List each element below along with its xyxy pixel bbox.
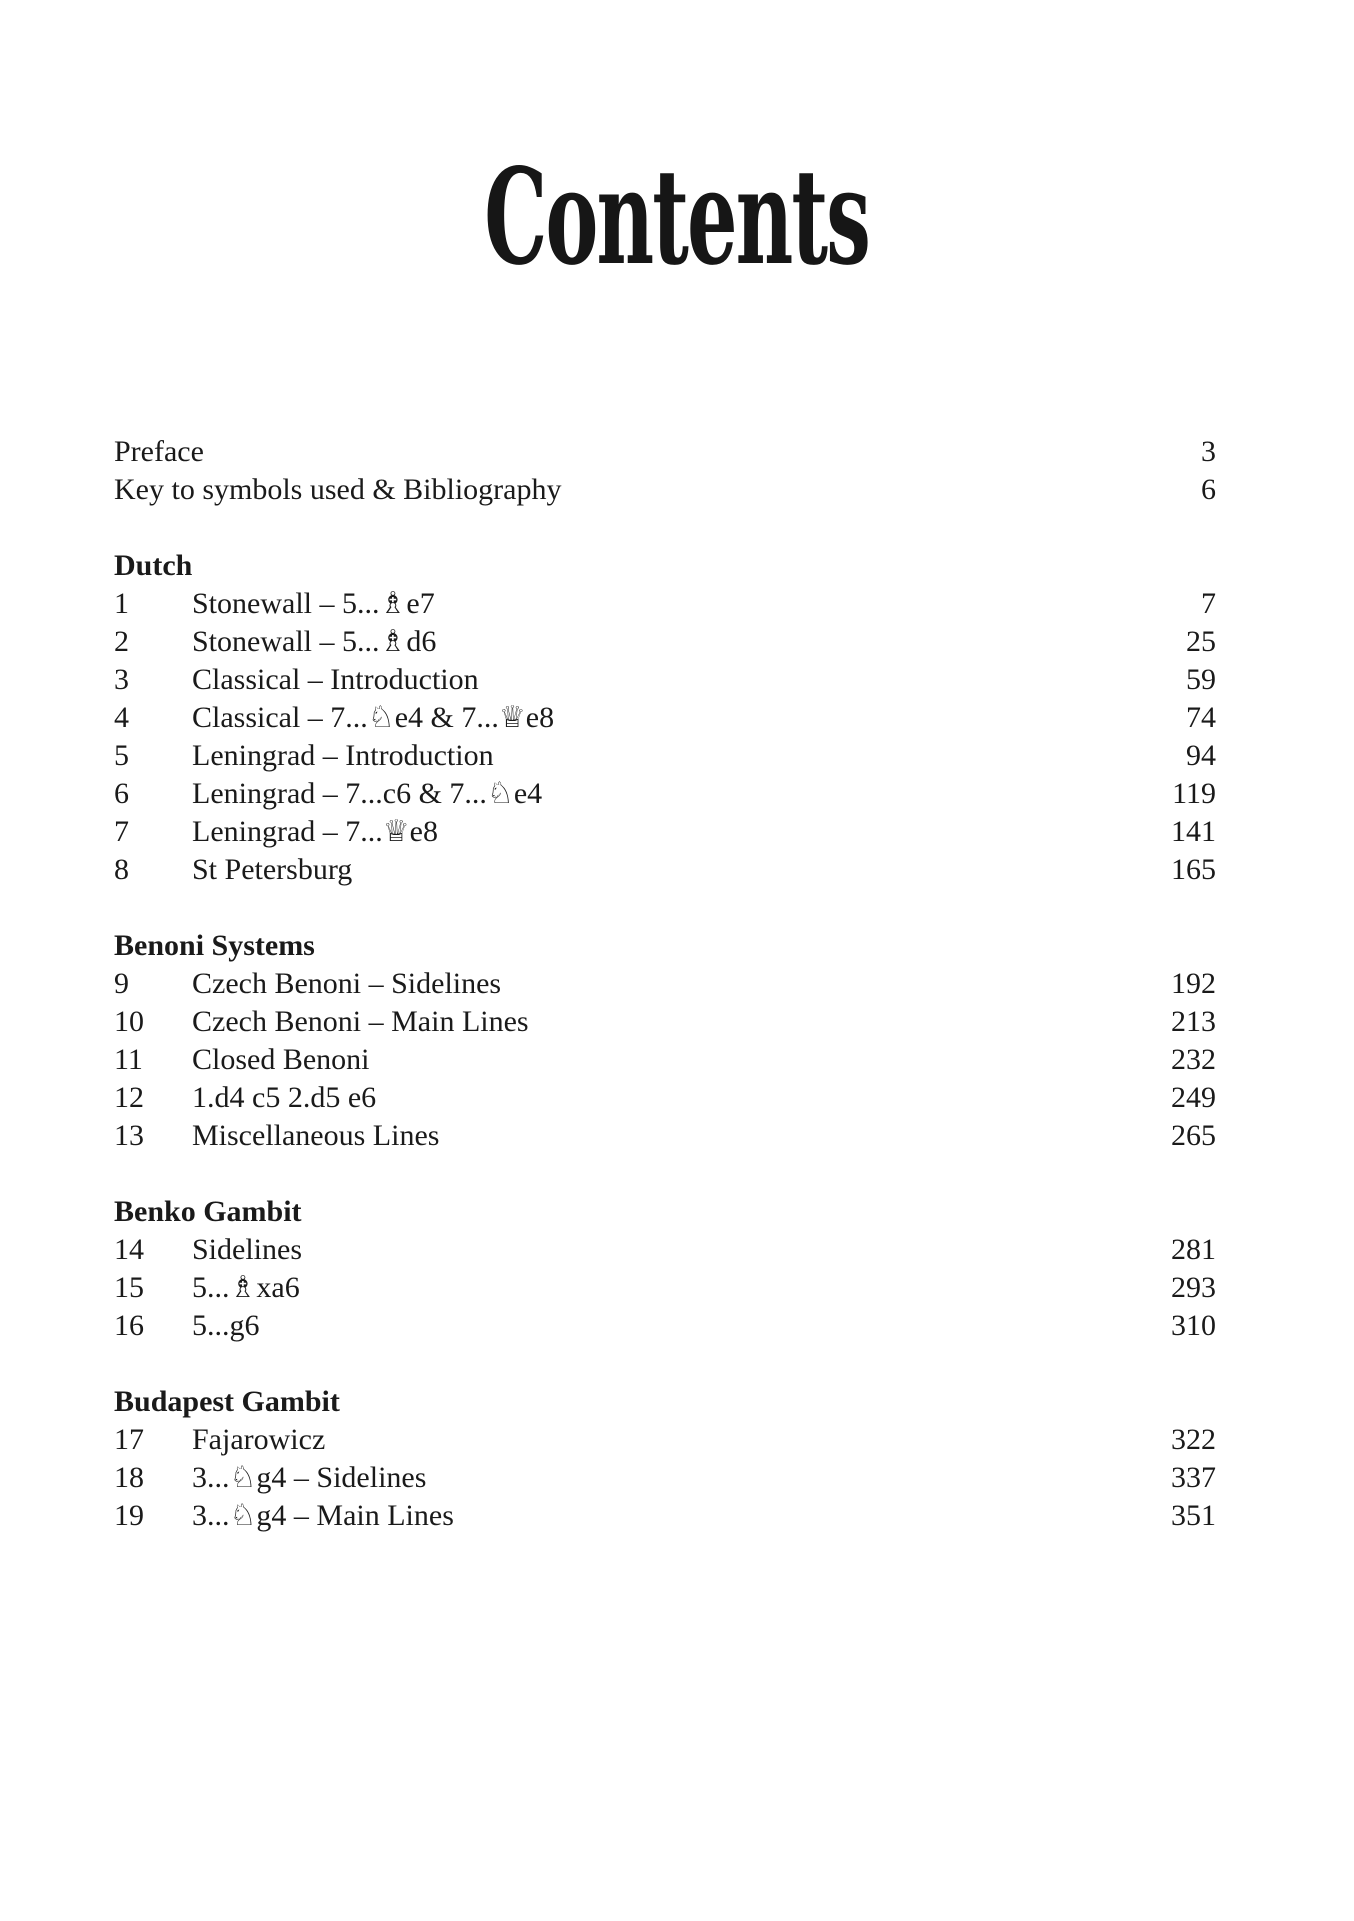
chapter-page-number: 213: [1171, 1005, 1216, 1038]
chapter-title: Classical – 7...♘e4 & 7...♕e8: [192, 701, 555, 734]
chapter-number: 3: [114, 663, 129, 696]
chapter-number: 1: [114, 587, 129, 620]
chapter-title: Czech Benoni – Main Lines: [192, 1005, 529, 1038]
toc-section: [114, 1193, 1216, 1345]
chapter-row: [114, 1041, 1216, 1079]
chapter-number: 7: [114, 815, 129, 848]
chapter-number: 17: [114, 1423, 144, 1456]
chapter-row: [114, 965, 1216, 1003]
chapter-title: Leningrad – 7...c6 & 7...♘e4: [192, 777, 543, 810]
toc-entry-label: Preface: [114, 435, 204, 468]
chapter-row: [114, 1117, 1216, 1155]
chapter-number: 15: [114, 1271, 144, 1304]
chapter-row: [114, 1459, 1216, 1497]
section-heading: Benko Gambit: [114, 1195, 302, 1228]
front-matter-row: [114, 433, 1216, 471]
toc-page-number: 3: [1201, 435, 1216, 468]
chapter-row: [114, 1231, 1216, 1269]
chapter-title: Fajarowicz: [192, 1423, 326, 1456]
chapter-page-number: 322: [1171, 1423, 1216, 1456]
chapter-title: Classical – Introduction: [192, 663, 479, 696]
chapter-page-number: 119: [1172, 777, 1216, 810]
toc-entry-label: Key to symbols used & Bibliography: [114, 473, 562, 506]
chapter-page-number: 265: [1171, 1119, 1216, 1152]
chapter-number: 10: [114, 1005, 144, 1038]
chapter-title: Miscellaneous Lines: [192, 1119, 440, 1152]
chapter-page-number: 281: [1171, 1233, 1216, 1266]
chapter-row: [114, 737, 1216, 775]
chapter-title: St Petersburg: [192, 853, 353, 886]
chapter-title: Leningrad – 7...♕e8: [192, 815, 438, 848]
chapter-number: 11: [114, 1043, 143, 1076]
chapter-page-number: 141: [1171, 815, 1216, 848]
chapter-row: [114, 1269, 1216, 1307]
chapter-page-number: 192: [1171, 967, 1216, 1000]
chapter-row: [114, 813, 1216, 851]
chapter-row: [114, 1307, 1216, 1345]
chapter-title: Stonewall – 5...♗d6: [192, 625, 437, 658]
chapter-page-number: 94: [1186, 739, 1216, 772]
chapter-row: [114, 851, 1216, 889]
chapter-number: 12: [114, 1081, 144, 1114]
chapter-title: Stonewall – 5...♗e7: [192, 587, 435, 620]
chapter-number: 19: [114, 1499, 144, 1532]
chapter-number: 4: [114, 701, 129, 734]
chapter-page-number: 232: [1171, 1043, 1216, 1076]
chapter-row: [114, 1079, 1216, 1117]
chapter-row: [114, 699, 1216, 737]
chapter-page-number: 293: [1171, 1271, 1216, 1304]
chapter-number: 16: [114, 1309, 144, 1342]
chapter-page-number: 7: [1201, 587, 1216, 620]
chapter-number: 18: [114, 1461, 144, 1494]
chapter-row: [114, 1003, 1216, 1041]
chapter-title: Czech Benoni – Sidelines: [192, 967, 502, 1000]
chapter-page-number: 337: [1171, 1461, 1216, 1494]
chapter-title: 3...♘g4 – Main Lines: [192, 1499, 454, 1532]
chapter-number: 13: [114, 1119, 144, 1152]
chapter-page-number: 310: [1171, 1309, 1216, 1342]
chapter-title: Leningrad – Introduction: [192, 739, 494, 772]
chapter-title: 3...♘g4 – Sidelines: [192, 1461, 427, 1494]
section-heading: Dutch: [114, 549, 193, 582]
chapter-page-number: 351: [1171, 1499, 1216, 1532]
chapter-title: 1.d4 c5 2.d5 e6: [192, 1081, 377, 1114]
chapter-title: Sidelines: [192, 1233, 302, 1266]
chapter-row: [114, 1421, 1216, 1459]
toc-section: [114, 1383, 1216, 1535]
chapter-row: [114, 1497, 1216, 1535]
chapter-number: 9: [114, 967, 129, 1000]
chapter-number: 14: [114, 1233, 144, 1266]
chapter-title: 5...♗xa6: [192, 1271, 300, 1304]
chapter-row: [114, 661, 1216, 699]
chapter-row: [114, 623, 1216, 661]
chapter-row: [114, 775, 1216, 813]
table-of-contents: [114, 433, 1216, 1535]
page-title-text: Contents: [484, 140, 870, 295]
chapter-title: Closed Benoni: [192, 1043, 370, 1076]
front-matter-row: [114, 471, 1216, 509]
chapter-number: 5: [114, 739, 129, 772]
chapter-title: 5...g6: [192, 1309, 260, 1342]
chapter-page-number: 165: [1171, 853, 1216, 886]
section-heading: Benoni Systems: [114, 929, 315, 962]
chapter-number: 6: [114, 777, 129, 810]
chapter-number: 8: [114, 853, 129, 886]
chapter-page-number: 249: [1171, 1081, 1216, 1114]
section-heading: Budapest Gambit: [114, 1385, 340, 1418]
chapter-page-number: 74: [1186, 701, 1216, 734]
chapter-page-number: 25: [1186, 625, 1216, 658]
chapter-page-number: 59: [1186, 663, 1216, 696]
chapter-row: [114, 585, 1216, 623]
toc-page-number: 6: [1201, 473, 1216, 506]
chapter-number: 2: [114, 625, 129, 658]
toc-section: [114, 927, 1216, 1155]
page-title: [0, 0, 1354, 327]
toc-section: [114, 547, 1216, 889]
